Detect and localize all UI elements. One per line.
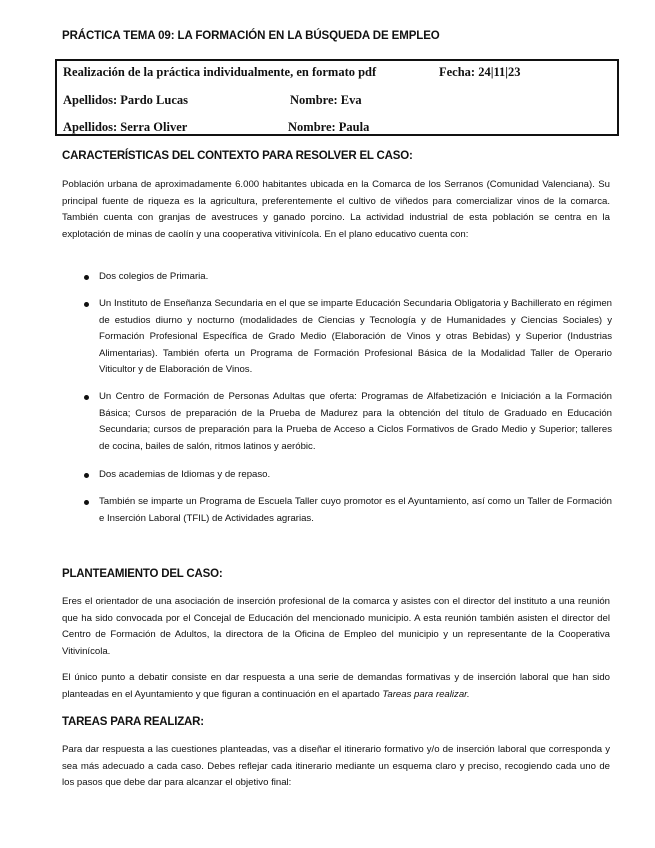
student-1-surname: Apellidos: Pardo Lucas (63, 93, 189, 107)
case-paragraph-1: Eres el orientador de una asociación de inserción profesional de la comarca y asistes con el director del instituto a una reunión que ha sido convocada por el Concejal de Educación del mencionado municipio. A esta reunión también asisten el director del Centro de Formación de Adultos, la directora de la Oficina de Empleo del municipio y un representante de la Cooperativa Vitivinícola. (62, 596, 610, 657)
page-title: PRÁCTICA TEMA 09: LA FORMACIÓN EN LA BÚSQUEDA DE EMPLEO (62, 30, 440, 42)
bullet-icon (84, 395, 89, 400)
list-item: Un Centro de Formación de Personas Adultas que oferta: Programas de Alfabetización e Iniciación a la Formación Básica; Cursos de preparación de la Prueba de Madurez para la obtención del título de Graduado en Educación Secundaria; cursos de preparación para la Prueba de Acceso a Ciclos Formativos de Grado Medio y Superior; talleres de cocina, bailes de salón, ritmos latinos y aeróbic. (62, 389, 612, 455)
list-item: Dos academias de Idiomas y de repaso. (62, 467, 612, 484)
student-2-name: Nombre: Paula (288, 120, 370, 134)
bullet-icon (84, 500, 89, 505)
student-info-box (55, 59, 619, 136)
context-heading: CARACTERÍSTICAS DEL CONTEXTO PARA RESOLVER EL CASO: (62, 150, 413, 162)
list-item: Dos colegios de Primaria. (62, 269, 612, 286)
student-1-name: Nombre: Eva (290, 93, 362, 107)
case-heading: PLANTEAMIENTO DEL CASO: (62, 568, 223, 580)
list-item: También se imparte un Programa de Escuela Taller cuyo promotor es el Ayuntamiento, así como un Taller de Formación e Inserción Laboral (TFIL) de Actividades agrarias. (62, 494, 612, 527)
bullet-icon (84, 302, 89, 307)
task-format-line: Realización de la práctica individualmente, en formato pdf (63, 65, 377, 79)
list-item: Un Instituto de Enseñanza Secundaria en el que se imparte Educación Secundaria Obligatoria y Bachillerato en régimen de estudios diurno y nocturno (modalidades de Ciencias y Tecnología y de Humanidades y Ciencias Sociales) y Formación Profesional Específica de Grado Medio (Elaboración de Vinos y otras Bebidas) y Superior (Industrias Alimentarias). También oferta un Programa de Formación Profesional Básica de la Modalidad Taller de Operario Viticultor y de Elaboración de Vinos. (62, 296, 612, 379)
context-intro-paragraph: Población urbana de aproximadamente 6.000 habitantes ubicada en la Comarca de los Serranos (Comunidad Valenciana). Su principal fuente de riqueza es la agricultura, preferentemente el cultivo de viñedos para comercializar vinos de la comarca. También cuenta con granjas de avestruces y ganado porcino. La actividad industrial de esta población se centra en la explotación de minas de caolín y una cooperativa vitivinícola. En el plano educativo cuenta con: (62, 179, 610, 240)
bullet-icon (84, 473, 89, 478)
date-field: Fecha: 24|11|23 (439, 65, 521, 79)
tasks-heading: TAREAS PARA REALIZAR: (62, 716, 204, 728)
tasks-paragraph: Para dar respuesta a las cuestiones planteadas, vas a diseñar el itinerario formativo y/o de inserción laboral que corresponda y sea más adecuado a cada caso. Debes reflejar cada itinerario mediante un esquema claro y preciso, recogiendo cada uno de los pasos que debe dar para alcanzar el objetivo final: (62, 744, 610, 788)
case-paragraph-2-text: El único punto a debatir consiste en dar respuesta a una serie de demandas formativas y de inserción laboral que han sido planteadas en el Ayuntamiento y que figuran a continuación en el apartado (62, 672, 610, 700)
student-2-surname: Apellidos: Serra Oliver (63, 120, 188, 134)
case-paragraph-2 (62, 670, 610, 703)
tasks-reference: Tareas para realizar. (382, 688, 470, 700)
bullet-icon (84, 275, 89, 280)
